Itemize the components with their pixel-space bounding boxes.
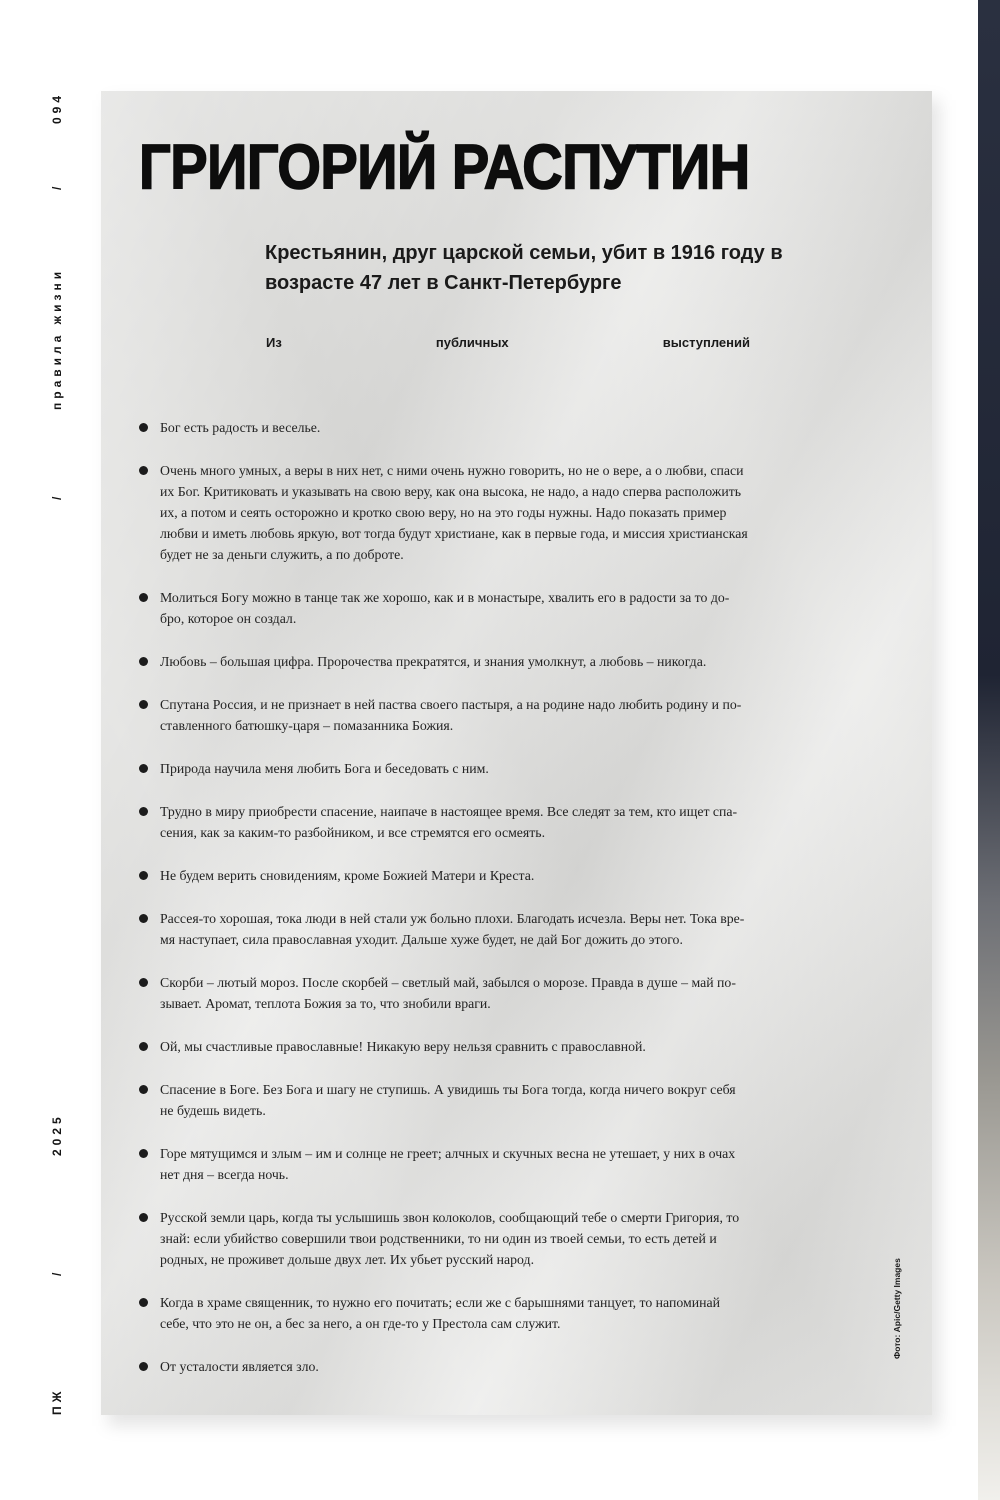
- quote-item: Не будем верить сновидениям, кроме Божией Матери и Креста.: [139, 865, 751, 886]
- source-word: Из: [266, 335, 282, 350]
- quote-item: Когда в храме священник, то нужно его почитать; если же с барышнями танцует, то напоминай себе, что это не он, а бес за него, а он где-то у Престола сам служит.: [139, 1292, 751, 1334]
- side-rail: [44, 88, 70, 1418]
- rail-separator: /: [50, 1268, 64, 1276]
- brand-mark: ПЖ: [50, 1387, 64, 1415]
- quote-item: Природа научила меня любить Бога и беседовать с ним.: [139, 758, 751, 779]
- source-word: выступлений: [662, 335, 750, 350]
- section-name: правила жизни: [50, 267, 64, 411]
- quote-item: Русской земли царь, когда ты услышишь звон колоколов, сообщающий тебе о смерти Григория, то знай: если убийство совершили твои родственники, то ни один из твоей семьи, то есть детей и родных, не проживет дольше двух лет. Их убьет русский народ.: [139, 1207, 751, 1270]
- photo-credit: Фото: Apic/Getty Images: [892, 1258, 902, 1360]
- quote-item: Трудно в миру приобрести спасение, наипаче в настоящее время. Все следят за тем, кто ищет спа-сения, как за каким-то разбойником, и все стремятся его осмеять.: [139, 801, 751, 843]
- article-title: ГРИГОРИЙ РАСПУТИН: [139, 131, 750, 202]
- source-line: [266, 335, 750, 350]
- paper-sheet: [101, 91, 932, 1415]
- quote-item: Скорби – лютый мороз. После скорбей – светлый май, забылся о морозе. Правда в душе – май по-зывает. Аромат, теплота Божия за то, что знобили враги.: [139, 972, 751, 1014]
- rail-separator: /: [50, 182, 64, 190]
- quote-item: Очень много умных, а веры в них нет, с ними очень нужно говорить, но не о вере, а о любви, спаси их Бог. Критиковать и указывать на свою веру, как она высока, не надо, а надо сперва расположить их, а потом и сеять осторожно и кротко свою веру, но на это годы нужны. Надо показать пример любви и иметь любовь яркую, вот тогда будут христиане, как в первые года, и миссия христианская будет не за деньги служить, а по доброте.: [139, 460, 751, 565]
- quote-item: Рассея-то хорошая, тока люди в ней стали уж больно плохи. Благодать исчезла. Веры нет. Тока вре-мя наступает, сила православная уходит. Дальше хуже будет, не дай Бог дожить до этого.: [139, 908, 751, 950]
- quote-item: Ой, мы счастливые православные! Никакую веру нельзя сравнить с православной.: [139, 1036, 751, 1057]
- background-photo-edge: [978, 0, 1000, 1500]
- article-subtitle: Крестьянин, друг царской семьи, убит в 1916 году в возрасте 47 лет в Санкт-Петербурге: [265, 242, 783, 294]
- quote-list: [139, 417, 751, 1399]
- quote-item: Любовь – большая цифра. Пророчества прекратятся, и знания умолкнут, а любовь – никогда.: [139, 651, 751, 672]
- year: 2025: [50, 1113, 64, 1157]
- quote-item: Горе мятущимся и злым – им и солнце не греет; алчных и скучных весна не утешает, у них в очах нет дня – всегда ночь.: [139, 1143, 751, 1185]
- quote-item: Спутана Россия, и не признает в ней паства своего пастыря, а на родине надо любить родину и по-ставленного батюшку-царя – помазанника Божия.: [139, 694, 751, 736]
- quote-item: От усталости является зло.: [139, 1356, 751, 1377]
- quote-item: Молиться Богу можно в танце так же хорошо, как и в монастыре, хвалить его в радости за то до-бро, которое он создал.: [139, 587, 751, 629]
- quote-item: Спасение в Боге. Без Бога и шагу не ступишь. А увидишь ты Бога тогда, когда ничего вокруг себя не будешь видеть.: [139, 1079, 751, 1121]
- page-number: 094: [50, 91, 64, 125]
- rail-separator: /: [50, 492, 64, 500]
- source-word: публичных: [435, 335, 509, 350]
- quote-item: Бог есть радость и веселье.: [139, 417, 751, 438]
